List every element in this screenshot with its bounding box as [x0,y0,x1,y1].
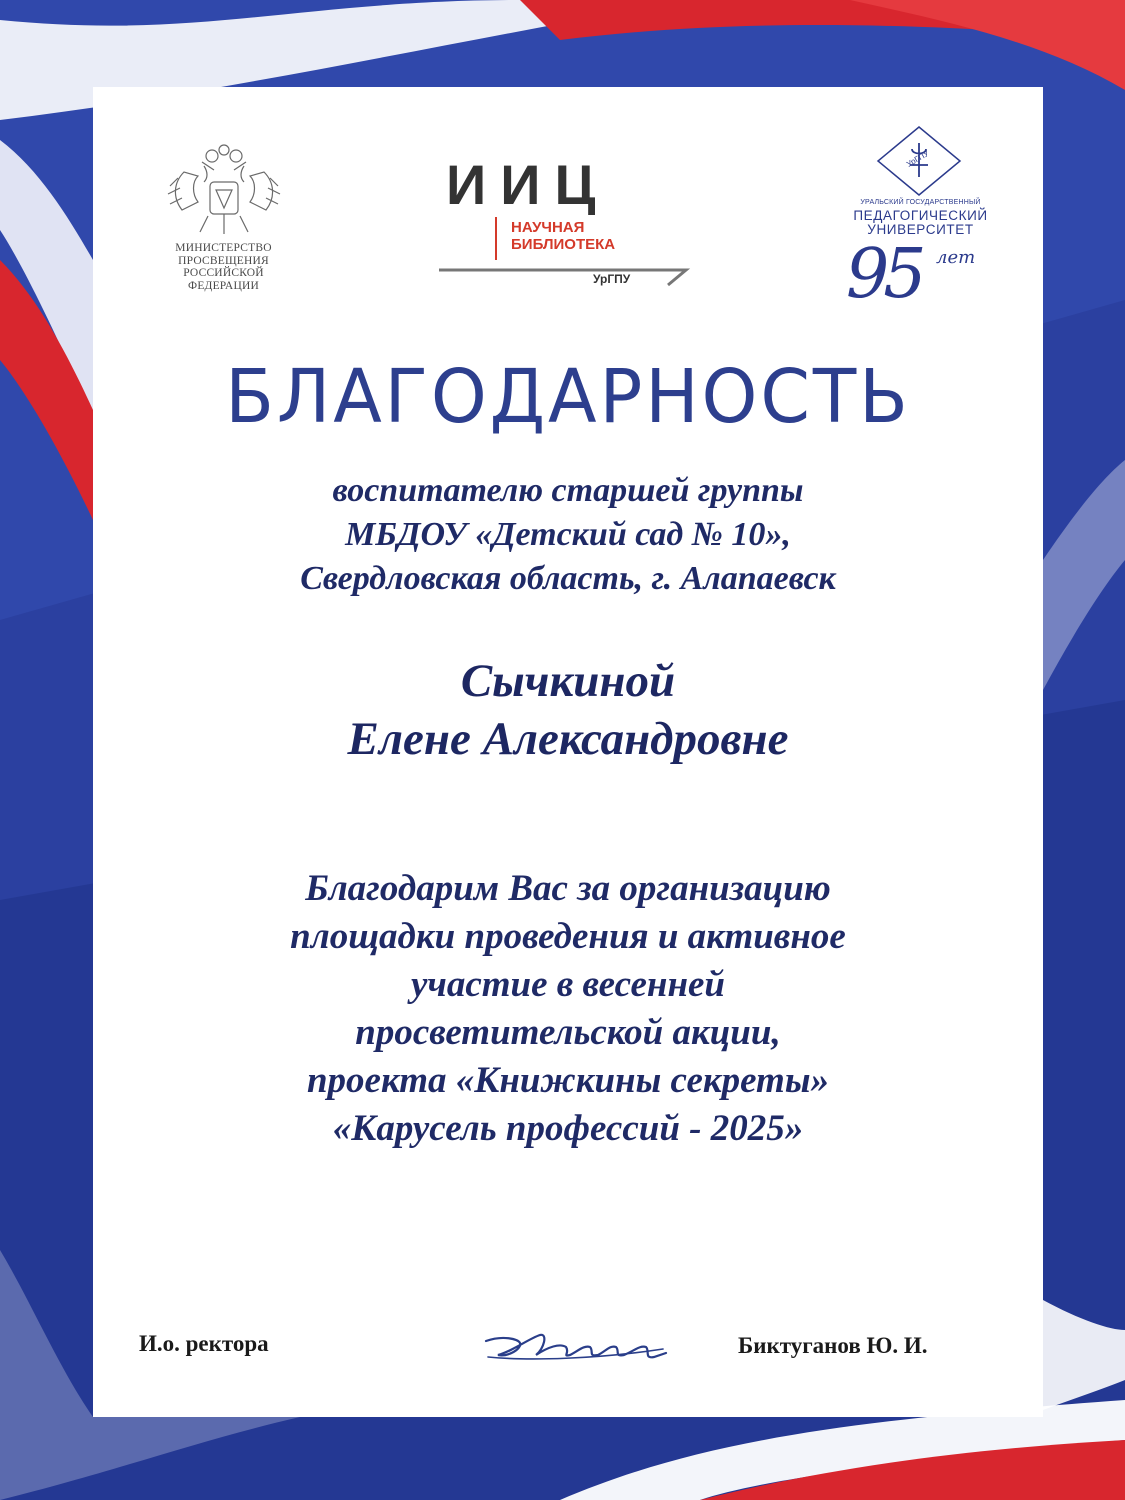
anniversary-word: лет [936,247,976,268]
message-line: просветительской акции, [355,1012,781,1053]
university-emblem-text: УрГПУ [904,148,931,169]
library-name-line: БИБЛИОТЕКА [511,236,616,253]
library-name [511,219,615,253]
recipient-line: МБДОУ «Детский сад № 10», [345,516,791,553]
university-name-line: УНИВЕРСИТЕТ [867,222,974,237]
ministry-line: РОССИЙСКОЙ [183,267,264,279]
library-logo [436,155,696,300]
message-line: Благодарим Вас за организацию [305,868,831,909]
ministry-name [156,242,291,292]
name-line: Елене Александровне [347,713,789,765]
signatory-title: И.о. ректора [139,1331,269,1356]
university-name [838,209,1003,237]
library-abbr: ИИЦ [446,153,610,216]
name-line: Сычкиной [460,655,676,707]
message-line: участие в весенней [410,964,726,1005]
university-emblem-icon [874,125,964,197]
ministry-line: ПРОСВЕЩЕНИЯ [178,254,269,267]
message-line: «Карусель профессий - 2025» [332,1108,804,1149]
university-logo [838,125,1008,315]
document-title: БЛАГОДАРНОСТЬ [225,354,911,440]
certificate-sheet [93,87,1043,1417]
recipient-line: воспитателю старшей группы [332,472,804,509]
ministry-line: МИНИСТЕРСТВО [175,242,272,254]
university-name-line: ПЕДАГОГИЧЕСКИЙ [853,208,988,223]
library-univ: УрГПУ [593,272,631,286]
ministry-logo [156,142,291,302]
ministry-line: ФЕДЕРАЦИИ [188,279,259,292]
anniversary-number: 95 [846,235,921,314]
signatory-name: Биктуганов Ю. И. [738,1333,928,1358]
university-small-label: УРАЛЬСКИЙ ГОСУДАРСТВЕННЫЙ [860,199,981,206]
coat-of-arms-icon [164,142,284,238]
message-line: площадки проведения и активное [290,916,846,957]
signature-icon [458,1299,693,1399]
library-name-line: НАУЧНАЯ [511,219,585,236]
recipient-name [93,652,1043,768]
recipient-position [93,469,1043,601]
message-line: проекта «Книжкины секреты» [306,1060,830,1101]
recipient-line: Свердловская область, г. Алапаевск [300,560,836,597]
gratitude-message [93,865,1043,1153]
